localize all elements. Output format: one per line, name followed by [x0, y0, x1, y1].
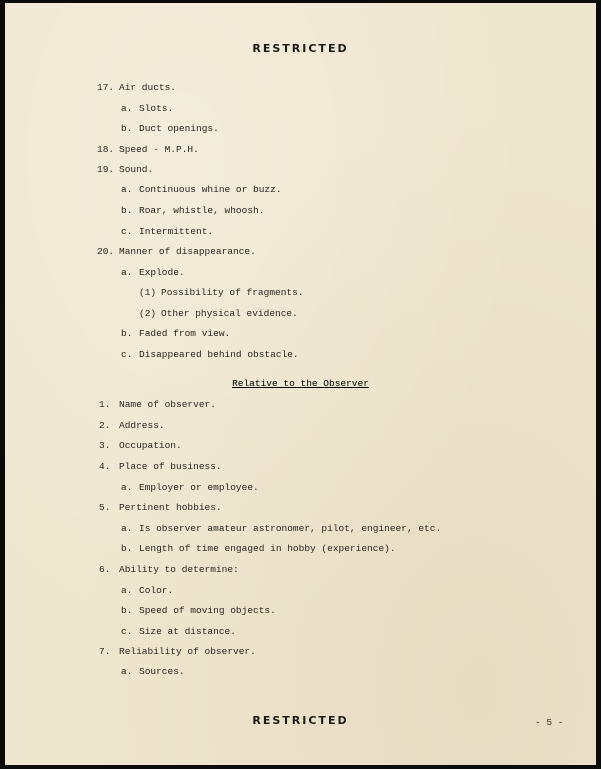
list-item: c. Intermittent.	[121, 226, 214, 237]
list-item: (1) Possibility of fragments.	[139, 287, 304, 298]
section-heading: Relative to the Observer	[232, 378, 369, 389]
list-item: a. Sources.	[121, 666, 185, 677]
list-item: 20. Manner of disappearance.	[97, 246, 256, 257]
list-item: a. Explode.	[121, 267, 185, 278]
list-item: 4. Place of business.	[99, 461, 222, 472]
list-item: 3. Occupation.	[99, 440, 182, 451]
list-item: 2. Address.	[99, 420, 165, 431]
list-item: c. Size at distance.	[121, 626, 236, 637]
list-item: 19. Sound.	[97, 164, 154, 175]
list-item: a. Color.	[121, 585, 174, 596]
list-item: a. Employer or employee.	[121, 482, 259, 493]
list-item: a. Slots.	[121, 103, 174, 114]
list-item: b. Length of time engaged in hobby (experience).	[121, 543, 396, 554]
list-item: 1. Name of observer.	[99, 399, 216, 410]
list-item: 17. Air ducts.	[97, 82, 177, 93]
list-item: 7. Reliability of observer.	[99, 646, 256, 657]
list-item: a. Is observer amateur astronomer, pilot, engineer, etc.	[121, 523, 442, 534]
list-item: 6. Ability to determine:	[99, 564, 239, 575]
list-item: b. Faded from view.	[121, 328, 231, 339]
list-item: b. Speed of moving objects.	[121, 605, 276, 616]
page-number: - 5 -	[535, 717, 564, 728]
list-item: (2) Other physical evidence.	[139, 308, 298, 319]
list-item: a. Continuous whine or buzz.	[121, 184, 282, 195]
list-item: 5. Pertinent hobbies.	[99, 502, 222, 513]
list-item: c. Disappeared behind obstacle.	[121, 349, 299, 360]
header-restricted-stamp: RESTRICTED	[252, 42, 349, 55]
list-item: 18. Speed - M.P.H.	[97, 144, 199, 155]
footer-restricted-stamp: RESTRICTED	[252, 714, 349, 727]
list-item: b. Duct openings.	[121, 123, 219, 134]
list-item: b. Roar, whistle, whoosh.	[121, 205, 265, 216]
